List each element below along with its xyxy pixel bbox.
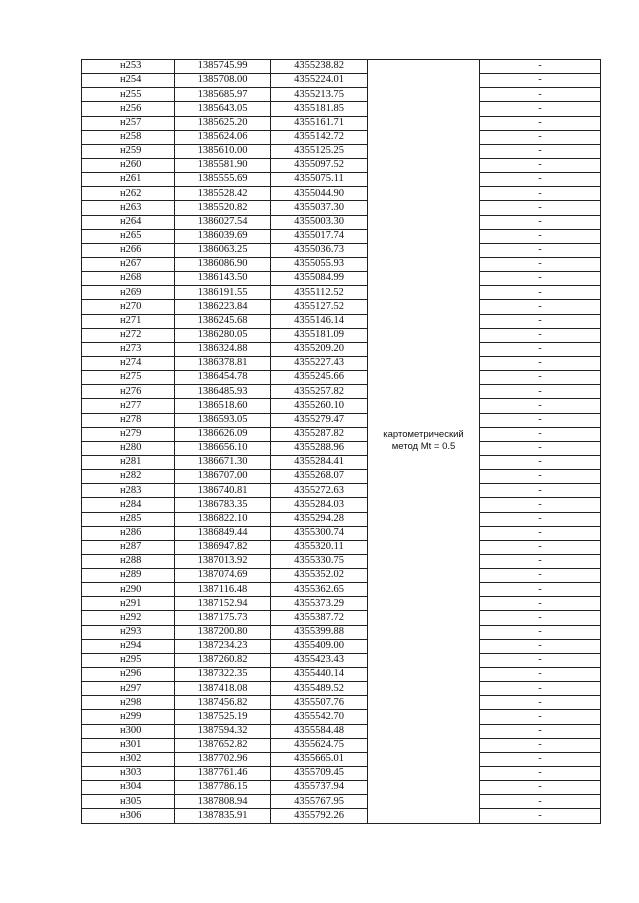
point-cell: н288: [82, 554, 175, 568]
table-row: [82, 187, 601, 201]
note-cell: -: [480, 809, 601, 823]
x-coordinate-cell: 1386849.44: [175, 526, 271, 540]
table-row: [82, 597, 601, 611]
table-row: [82, 60, 601, 74]
point-cell: н299: [82, 710, 175, 724]
note-cell: -: [480, 144, 601, 158]
table-row: [82, 427, 601, 441]
table-row: [82, 144, 601, 158]
table-row: [82, 795, 601, 809]
point-cell: н269: [82, 286, 175, 300]
point-cell: н254: [82, 74, 175, 88]
y-coordinate-cell: 4355300.74: [271, 526, 368, 540]
x-coordinate-cell: 1387456.82: [175, 696, 271, 710]
point-cell: н273: [82, 342, 175, 356]
point-cell: н280: [82, 441, 175, 455]
note-cell: -: [480, 455, 601, 469]
x-coordinate-cell: 1386707.00: [175, 470, 271, 484]
y-coordinate-cell: 4355320.11: [271, 540, 368, 554]
table-row: [82, 455, 601, 469]
note-cell: -: [480, 526, 601, 540]
point-cell: н284: [82, 498, 175, 512]
table-row: [82, 639, 601, 653]
method-line-1: картометрический: [383, 429, 464, 441]
x-coordinate-cell: 1386280.05: [175, 328, 271, 342]
point-cell: н271: [82, 314, 175, 328]
y-coordinate-cell: 4355037.30: [271, 201, 368, 215]
x-coordinate-cell: 1387013.92: [175, 554, 271, 568]
table-row: [82, 229, 601, 243]
table-row: [82, 173, 601, 187]
point-cell: н274: [82, 356, 175, 370]
note-cell: -: [480, 484, 601, 498]
note-cell: -: [480, 583, 601, 597]
y-coordinate-cell: 4355112.52: [271, 286, 368, 300]
y-coordinate-cell: 4355238.82: [271, 60, 368, 74]
note-cell: -: [480, 257, 601, 271]
y-coordinate-cell: 4355272.63: [271, 484, 368, 498]
table-row: [82, 554, 601, 568]
point-cell: н257: [82, 116, 175, 130]
x-coordinate-cell: 1385624.06: [175, 130, 271, 144]
table-row: [82, 371, 601, 385]
note-cell: -: [480, 187, 601, 201]
x-coordinate-cell: 1385745.99: [175, 60, 271, 74]
point-cell: н275: [82, 371, 175, 385]
point-cell: н283: [82, 484, 175, 498]
y-coordinate-cell: 4355044.90: [271, 187, 368, 201]
x-coordinate-cell: 1387200.80: [175, 625, 271, 639]
note-cell: -: [480, 272, 601, 286]
y-coordinate-cell: 4355624.75: [271, 738, 368, 752]
table-row: [82, 385, 601, 399]
x-coordinate-cell: 1386656.10: [175, 441, 271, 455]
point-cell: н268: [82, 272, 175, 286]
point-cell: н304: [82, 781, 175, 795]
y-coordinate-cell: 4355260.10: [271, 399, 368, 413]
x-coordinate-cell: 1386191.55: [175, 286, 271, 300]
note-cell: -: [480, 639, 601, 653]
x-coordinate-cell: 1387835.91: [175, 809, 271, 823]
y-coordinate-cell: 4355127.52: [271, 300, 368, 314]
table-row: [82, 710, 601, 724]
y-coordinate-cell: 4355284.03: [271, 498, 368, 512]
table-row: [82, 116, 601, 130]
note-cell: -: [480, 201, 601, 215]
point-cell: н263: [82, 201, 175, 215]
x-coordinate-cell: 1386378.81: [175, 356, 271, 370]
table-row: [82, 484, 601, 498]
x-coordinate-cell: 1385520.82: [175, 201, 271, 215]
point-cell: н270: [82, 300, 175, 314]
table-row: [82, 257, 601, 271]
table-row: [82, 653, 601, 667]
note-cell: -: [480, 696, 601, 710]
x-coordinate-cell: 1385555.69: [175, 173, 271, 187]
note-cell: -: [480, 215, 601, 229]
point-cell: н302: [82, 752, 175, 766]
point-cell: н260: [82, 158, 175, 172]
y-coordinate-cell: 4355362.65: [271, 583, 368, 597]
point-cell: н258: [82, 130, 175, 144]
x-coordinate-cell: 1387074.69: [175, 569, 271, 583]
y-coordinate-cell: 4355146.14: [271, 314, 368, 328]
table-row: [82, 809, 601, 823]
point-cell: н259: [82, 144, 175, 158]
x-coordinate-cell: 1387234.23: [175, 639, 271, 653]
table-row: [82, 158, 601, 172]
x-coordinate-cell: 1386518.60: [175, 399, 271, 413]
y-coordinate-cell: 4355792.26: [271, 809, 368, 823]
y-coordinate-cell: 4355181.85: [271, 102, 368, 116]
y-coordinate-cell: 4355352.02: [271, 569, 368, 583]
y-coordinate-cell: 4355284.41: [271, 455, 368, 469]
table-row: [82, 300, 601, 314]
y-coordinate-cell: 4355257.82: [271, 385, 368, 399]
table-row: [82, 215, 601, 229]
note-cell: -: [480, 371, 601, 385]
x-coordinate-cell: 1386086.90: [175, 257, 271, 271]
y-coordinate-cell: 4355209.20: [271, 342, 368, 356]
note-cell: -: [480, 229, 601, 243]
y-coordinate-cell: 4355507.76: [271, 696, 368, 710]
x-coordinate-cell: 1387116.48: [175, 583, 271, 597]
note-cell: -: [480, 682, 601, 696]
y-coordinate-cell: 4355737.94: [271, 781, 368, 795]
x-coordinate-cell: 1387652.82: [175, 738, 271, 752]
point-cell: н281: [82, 455, 175, 469]
y-coordinate-cell: 4355017.74: [271, 229, 368, 243]
point-cell: н262: [82, 187, 175, 201]
note-cell: -: [480, 710, 601, 724]
note-cell: -: [480, 795, 601, 809]
coordinates-table: [81, 59, 601, 824]
y-coordinate-cell: 4355294.28: [271, 512, 368, 526]
table-row: [82, 752, 601, 766]
x-coordinate-cell: 1386245.68: [175, 314, 271, 328]
y-coordinate-cell: 4355489.52: [271, 682, 368, 696]
y-coordinate-cell: 4355423.43: [271, 653, 368, 667]
note-cell: -: [480, 314, 601, 328]
x-coordinate-cell: 1387594.32: [175, 724, 271, 738]
point-cell: н279: [82, 427, 175, 441]
y-coordinate-cell: 4355142.72: [271, 130, 368, 144]
x-coordinate-cell: 1385528.42: [175, 187, 271, 201]
y-coordinate-cell: 4355245.66: [271, 371, 368, 385]
table-row: [82, 583, 601, 597]
point-cell: н255: [82, 88, 175, 102]
point-cell: н296: [82, 668, 175, 682]
y-coordinate-cell: 4355665.01: [271, 752, 368, 766]
table-row: [82, 611, 601, 625]
table-row: [82, 668, 601, 682]
table-row: [82, 342, 601, 356]
point-cell: н298: [82, 696, 175, 710]
x-coordinate-cell: 1385685.97: [175, 88, 271, 102]
note-cell: -: [480, 74, 601, 88]
y-coordinate-cell: 4355399.88: [271, 625, 368, 639]
x-coordinate-cell: 1386593.05: [175, 413, 271, 427]
note-cell: -: [480, 653, 601, 667]
note-cell: -: [480, 752, 601, 766]
point-cell: н291: [82, 597, 175, 611]
note-cell: -: [480, 385, 601, 399]
x-coordinate-cell: 1387260.82: [175, 653, 271, 667]
x-coordinate-cell: 1386626.09: [175, 427, 271, 441]
x-coordinate-cell: 1385581.90: [175, 158, 271, 172]
x-coordinate-cell: 1386740.81: [175, 484, 271, 498]
y-coordinate-cell: 4355279.47: [271, 413, 368, 427]
table-row: [82, 74, 601, 88]
note-cell: -: [480, 286, 601, 300]
note-cell: -: [480, 498, 601, 512]
table-row: [82, 682, 601, 696]
table-row: [82, 413, 601, 427]
y-coordinate-cell: 4355227.43: [271, 356, 368, 370]
note-cell: -: [480, 399, 601, 413]
note-cell: -: [480, 767, 601, 781]
table-row: [82, 399, 601, 413]
table-row: [82, 724, 601, 738]
note-cell: -: [480, 60, 601, 74]
y-coordinate-cell: 4355373.29: [271, 597, 368, 611]
x-coordinate-cell: 1386063.25: [175, 243, 271, 257]
y-coordinate-cell: 4355709.45: [271, 767, 368, 781]
note-cell: -: [480, 130, 601, 144]
point-cell: н278: [82, 413, 175, 427]
note-cell: -: [480, 88, 601, 102]
point-cell: н297: [82, 682, 175, 696]
x-coordinate-cell: 1386223.84: [175, 300, 271, 314]
table-row: [82, 243, 601, 257]
table-row: [82, 201, 601, 215]
point-cell: н285: [82, 512, 175, 526]
x-coordinate-cell: 1387808.94: [175, 795, 271, 809]
point-cell: н301: [82, 738, 175, 752]
point-cell: н303: [82, 767, 175, 781]
x-coordinate-cell: 1385610.00: [175, 144, 271, 158]
x-coordinate-cell: 1386027.54: [175, 215, 271, 229]
point-cell: н289: [82, 569, 175, 583]
y-coordinate-cell: 4355409.00: [271, 639, 368, 653]
table-row: [82, 625, 601, 639]
point-cell: н277: [82, 399, 175, 413]
x-coordinate-cell: 1385625.20: [175, 116, 271, 130]
point-cell: н264: [82, 215, 175, 229]
note-cell: -: [480, 173, 601, 187]
table-row: [82, 738, 601, 752]
point-cell: н306: [82, 809, 175, 823]
x-coordinate-cell: 1386324.88: [175, 342, 271, 356]
note-cell: -: [480, 540, 601, 554]
table-row: [82, 470, 601, 484]
point-cell: н300: [82, 724, 175, 738]
y-coordinate-cell: 4355330.75: [271, 554, 368, 568]
table-row: [82, 441, 601, 455]
note-cell: -: [480, 512, 601, 526]
x-coordinate-cell: 1386143.50: [175, 272, 271, 286]
x-coordinate-cell: 1387152.94: [175, 597, 271, 611]
y-coordinate-cell: 4355125.25: [271, 144, 368, 158]
note-cell: -: [480, 342, 601, 356]
point-cell: н293: [82, 625, 175, 639]
point-cell: н294: [82, 639, 175, 653]
table-row: [82, 540, 601, 554]
y-coordinate-cell: 4355036.73: [271, 243, 368, 257]
point-cell: н253: [82, 60, 175, 74]
y-coordinate-cell: 4355287.82: [271, 427, 368, 441]
table-row: [82, 569, 601, 583]
y-coordinate-cell: 4355767.95: [271, 795, 368, 809]
table-row: [82, 526, 601, 540]
note-cell: -: [480, 427, 601, 441]
point-cell: н295: [82, 653, 175, 667]
table-row: [82, 286, 601, 300]
x-coordinate-cell: 1386947.82: [175, 540, 271, 554]
point-cell: н272: [82, 328, 175, 342]
x-coordinate-cell: 1387525.19: [175, 710, 271, 724]
table-row: [82, 328, 601, 342]
method-cell: [368, 60, 480, 824]
note-cell: -: [480, 738, 601, 752]
table-row: [82, 498, 601, 512]
note-cell: -: [480, 554, 601, 568]
point-cell: н292: [82, 611, 175, 625]
point-cell: н282: [82, 470, 175, 484]
table-row: [82, 767, 601, 781]
x-coordinate-cell: 1386039.69: [175, 229, 271, 243]
note-cell: -: [480, 611, 601, 625]
table-row: [82, 781, 601, 795]
note-cell: -: [480, 413, 601, 427]
note-cell: -: [480, 158, 601, 172]
x-coordinate-cell: 1385708.00: [175, 74, 271, 88]
method-line-2: метод Mt = 0.5: [391, 441, 456, 453]
table-row: [82, 356, 601, 370]
point-cell: н261: [82, 173, 175, 187]
y-coordinate-cell: 4355161.71: [271, 116, 368, 130]
point-cell: н266: [82, 243, 175, 257]
method-text: [368, 429, 479, 453]
x-coordinate-cell: 1386454.78: [175, 371, 271, 385]
coordinates-table-body: [82, 60, 601, 824]
note-cell: -: [480, 470, 601, 484]
note-cell: -: [480, 116, 601, 130]
x-coordinate-cell: 1385643.05: [175, 102, 271, 116]
y-coordinate-cell: 4355224.01: [271, 74, 368, 88]
point-cell: н267: [82, 257, 175, 271]
note-cell: -: [480, 668, 601, 682]
note-cell: -: [480, 569, 601, 583]
point-cell: н287: [82, 540, 175, 554]
note-cell: -: [480, 597, 601, 611]
table-row: [82, 102, 601, 116]
y-coordinate-cell: 4355084.99: [271, 272, 368, 286]
y-coordinate-cell: 4355097.52: [271, 158, 368, 172]
point-cell: н290: [82, 583, 175, 597]
y-coordinate-cell: 4355003.30: [271, 215, 368, 229]
y-coordinate-cell: 4355075.11: [271, 173, 368, 187]
note-cell: -: [480, 441, 601, 455]
y-coordinate-cell: 4355268.07: [271, 470, 368, 484]
note-cell: -: [480, 781, 601, 795]
x-coordinate-cell: 1387786.15: [175, 781, 271, 795]
table-row: [82, 130, 601, 144]
note-cell: -: [480, 724, 601, 738]
table-row: [82, 696, 601, 710]
point-cell: н256: [82, 102, 175, 116]
x-coordinate-cell: 1387175.73: [175, 611, 271, 625]
table-row: [82, 272, 601, 286]
y-coordinate-cell: 4355213.75: [271, 88, 368, 102]
note-cell: -: [480, 102, 601, 116]
note-cell: -: [480, 328, 601, 342]
note-cell: -: [480, 356, 601, 370]
x-coordinate-cell: 1386822.10: [175, 512, 271, 526]
x-coordinate-cell: 1387702.96: [175, 752, 271, 766]
note-cell: -: [480, 300, 601, 314]
point-cell: н305: [82, 795, 175, 809]
y-coordinate-cell: 4355288.96: [271, 441, 368, 455]
y-coordinate-cell: 4355055.93: [271, 257, 368, 271]
y-coordinate-cell: 4355181.09: [271, 328, 368, 342]
table-row: [82, 88, 601, 102]
x-coordinate-cell: 1386485.93: [175, 385, 271, 399]
note-cell: -: [480, 243, 601, 257]
point-cell: н276: [82, 385, 175, 399]
x-coordinate-cell: 1387418.08: [175, 682, 271, 696]
point-cell: н265: [82, 229, 175, 243]
y-coordinate-cell: 4355440.14: [271, 668, 368, 682]
x-coordinate-cell: 1386783.35: [175, 498, 271, 512]
x-coordinate-cell: 1386671.30: [175, 455, 271, 469]
y-coordinate-cell: 4355387.72: [271, 611, 368, 625]
note-cell: -: [480, 625, 601, 639]
x-coordinate-cell: 1387322.35: [175, 668, 271, 682]
table-row: [82, 512, 601, 526]
y-coordinate-cell: 4355584.48: [271, 724, 368, 738]
x-coordinate-cell: 1387761.46: [175, 767, 271, 781]
y-coordinate-cell: 4355542.70: [271, 710, 368, 724]
table-row: [82, 314, 601, 328]
point-cell: н286: [82, 526, 175, 540]
